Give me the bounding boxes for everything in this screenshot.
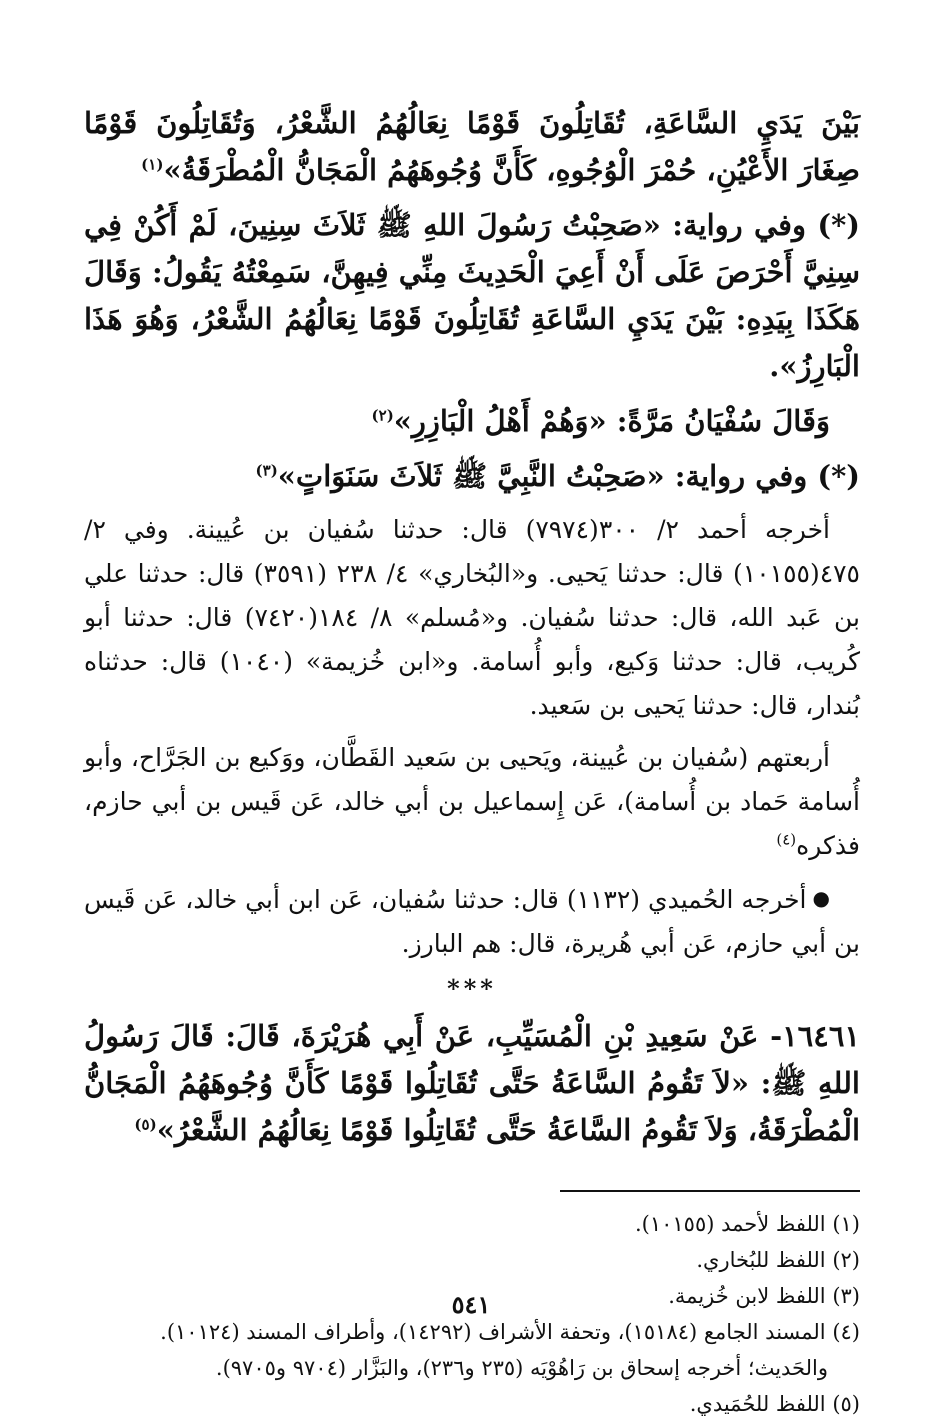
hadith-16461 <box>84 1013 860 1154</box>
humaydi-paragraph <box>84 876 860 966</box>
page-number: ٥٤١ <box>451 1290 491 1319</box>
hadith-text: ١٦٤٦١- عَنْ سَعِيدِ بْنِ الْمُسَيِّبِ، عَنْ أَبِي هُرَيْرَةَ، قَالَ: قَالَ رَسُولُ اللهِ ﷺ: «لاَ تَقُومُ السَّاعَةُ حَتَّى تُقَاتِلُوا قَوْمًا كَأَنَّ وُجُوهَهُمُ الْمَجَانُّ الْمُطْرَقَةُ، وَلاَ تَقُومُ السَّاعَةُ حَتَّى تُقَاتِلُوا قَوْمًا نِعَالُهُمُ الشَّعْرُ» <box>84 1019 860 1147</box>
hadith-text: بَيْنَ يَدَيِ السَّاعَةِ، تُقَاتِلُونَ قَوْمًا نِعَالُهُمُ الشَّعْرُ، وَتُقَاتِلُونَ قَوْمًا صِغَارَ الأَعْيُنِ، حُمْرَ الْوُجُوهِ، كَأَنَّ وُجُوهَهُمُ الْمَجَانُّ الْمُطْرَقَةُ» <box>84 106 860 187</box>
footnote-2: (٢) اللفظ للبُخاري. <box>696 1248 860 1272</box>
bullet-icon: ● <box>812 886 830 910</box>
hadith-text-continuation <box>84 100 860 194</box>
footnote-ref-1[interactable]: (١) <box>141 155 164 174</box>
sufyan-note-text: وَقَالَ سُفْيَانُ مَرَّةً: «وَهُمْ أَهْلُ الْبَازِرِ» <box>393 404 830 438</box>
narration-text: (*) وفي رواية: «صَحِبْتُ رَسُولَ اللهِ ﷺ ثَلاَثَ سِنِينَ، لَمْ أَكُنْ فِي سِنِيَّ أَحْرَصَ عَلَى أَنْ أَعِيَ الْحَدِيثَ مِنِّي فِيهِنَّ، سَمِعْتُهُ يَقُولُ: وَقَالَ هَكَذَا بِيَدِهِ: بَيْنَ يَدَيِ السَّاعَةِ تُقَاتِلُونَ قَوْمًا نِعَالُهُمُ الشَّعْرُ، وَهُوَ هَذَا الْبَارِزُ». <box>84 208 860 383</box>
narration-variant-2 <box>84 453 860 500</box>
section-separator: *** <box>447 974 497 1003</box>
narration-text: (*) وفي رواية: «صَحِبْتُ النَّبِيَّ ﷺ ثَلاَثَ سَنَوَاتٍ» <box>277 459 860 493</box>
chain-paragraph <box>84 736 860 868</box>
humaydi-text: أخرجه الحُميدي (١١٣٢) قال: حدثنا سُفيان، عَن ابن أبي خالد، عَن قَيس بن أبي حازم، عَن أبي هُريرة، قال: هم البارز. <box>84 885 860 958</box>
narration-variant-1 <box>84 202 860 390</box>
footnote-5: (٥) اللفظ للحُمَيدي. <box>689 1392 860 1416</box>
footnote-3: (٣) اللفظ لابن خُزيمة. <box>668 1284 860 1308</box>
footnote-ref-3[interactable]: (٣) <box>255 461 278 480</box>
footnote-ref-5[interactable]: (٥) <box>134 1115 157 1134</box>
footnote-4-continuation: والحَديث؛ أخرجه إسحاق بن رَاهُوْيَه (٢٣٥ و٢٣٦)، والبَزَّار (٩٧٠٤ و٩٧٠٥). <box>215 1356 828 1380</box>
footnote-4: (٤) المسند الجامع (١٥١٨٤)، وتحفة الأشراف (١٤٢٩٢)، وأطراف المسند (١٠١٢٤). <box>160 1320 860 1344</box>
takhrij-paragraph <box>84 508 860 728</box>
chain-text: أربعتهم (سُفيان بن عُيينة، ويَحيى بن سَعيد القَطَّان، ووَكيع بن الجَرَّاح، وأبو أُسامة حَماد بن أُسامة)، عَن إِسماعيل بن أبي خالد، عَن قَيس بن أبي حازم، فذكره <box>84 743 860 860</box>
takhrij-text: أخرجه أحمد ٢/ ٣٠٠(٧٩٧٤) قال: حدثنا سُفيان بن عُيينة. وفي ٢/ ٤٧٥(١٠١٥٥) قال: حدثنا يَحيى. و«البُخاري» ٤/ ٢٣٨ (٣٥٩١) قال: حدثنا علي بن عَبد الله، قال: حدثنا سُفيان. و«مُسلم» ٨/ ١٨٤(٧٤٢٠) قال: حدثنا أبو كُريب، قال: حدثنا وَكيع، وأبو أُسامة. و«ابن خُزيمة» (١٠٤٠) قال: حدثناه بُندار، قال: حدثنا يَحيى بن سَعيد. <box>84 515 861 720</box>
footnote-1: (١) اللفظ لأحمد (١٠١٥٥). <box>634 1212 860 1236</box>
sufyan-note <box>84 398 860 445</box>
footnote-ref-4[interactable]: (٤) <box>776 830 797 849</box>
footnote-ref-2[interactable]: (٢) <box>371 406 394 425</box>
footnote-divider <box>560 1190 860 1192</box>
